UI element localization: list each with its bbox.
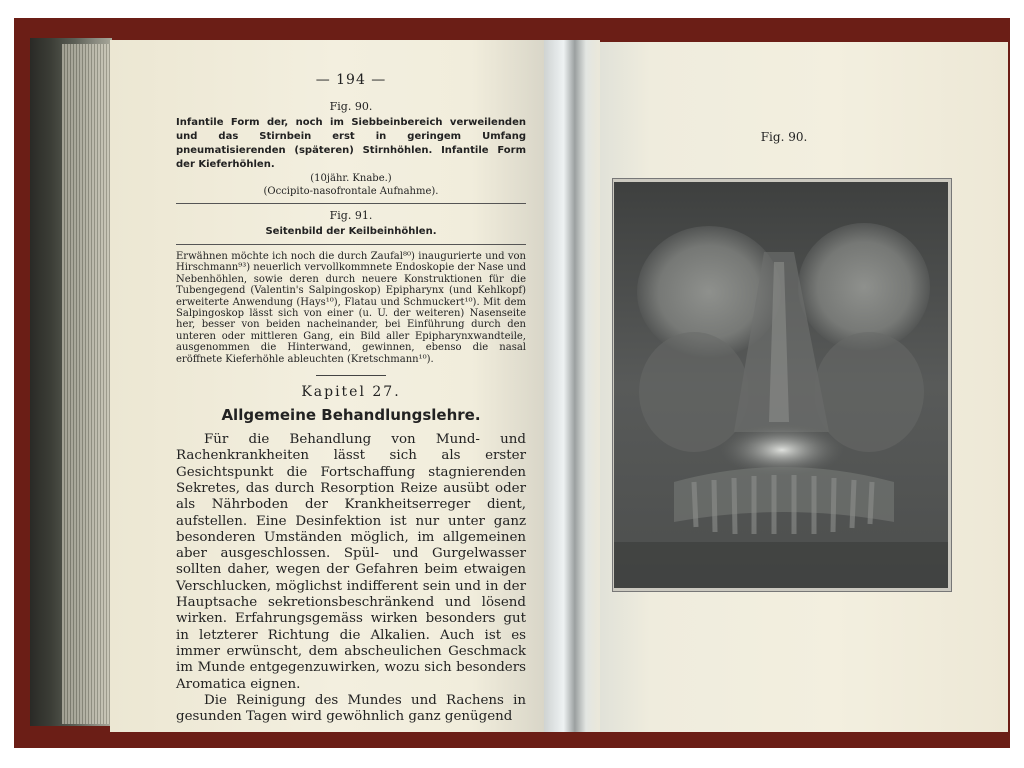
plate-figure-label: Fig. 90. — [760, 130, 808, 144]
chapter-number: Kapitel 27. — [301, 384, 401, 401]
page-number: — 194 — — [315, 72, 387, 88]
chapter-title: Allgemeine Behandlungslehre. — [221, 406, 481, 425]
fig90-label: Fig. 90. — [329, 100, 373, 113]
divider — [176, 244, 526, 245]
section-rule — [316, 375, 386, 376]
left-page-content — [176, 72, 526, 725]
fig90-projection: (Occipito-nasofrontale Aufnahme). — [263, 186, 439, 197]
cleaning-paragraph: Die Reinigung des Mundes und Rachens in gesunden Tagen wird gewöhnlich ganz genügend — [176, 692, 526, 725]
fig91-label: Fig. 91. — [329, 209, 373, 222]
fig90-caption: Infantile Form der, noch im Siebbeinbereich verweilenden und das Stirnbein erst in geringem Umfang pneumatisierenden (späteren) Stirnhöhlen. Infantile Form der Kieferhöhlen. — [176, 117, 526, 170]
endoscopy-paragraph: Erwähnen möchte ich noch die durch Zaufal⁸⁰) inaugurierte und von Hirschmann⁹³) neuerlich vervollkommnete Endoskopie der Nase und Nebenhöhlen, sowie deren durch neuere Konstruktionen für die Tubengegend (Valentin's Salpingoskop) Epipharynx (und Kehlkopf) erweiterte Anwendung (Hays¹⁰), Flatau und Schmuckert¹⁰). Mit dem Salpingoskop lässt sich von einer (u. U. der weiteren) Nasenseite her, besser von beiden nacheinander, bei Einführung durch den unteren oder mittleren Gang, ein Bild aller Epipharynxwandteile, ausgenommen die Hinterwand, gewinnen, ebenso die nasal eröffnete Kieferhöhle ableuchten (Kretschmann¹⁰). — [176, 251, 526, 365]
divider — [176, 203, 526, 204]
xray-image — [614, 182, 948, 588]
chapter-body — [176, 432, 526, 725]
fig91-caption: Seitenbild der Keilbeinhöhlen. — [265, 226, 437, 237]
page-stack-edges — [62, 44, 112, 724]
treatment-paragraph: Für die Behandlung von Mund- und Rachenkrankheiten lässt sich als erster Gesichtspunkt die Fortschaffung stagnierenden Sekretes, das durch Resorption Reize ausübt oder als Nährboden der Krankheitserreger dient, aufstellen. Eine Desinfektion ist nur unter ganz besonderen Umständen möglich, im allgemeinen aber ausgeschlossen. Spül- und Gurgelwasser sollten daher, wegen der Gefahren beim etwaigen Verschlucken, möglichst indifferent sein und in der Hauptsache sekretionsbeschränkend und lösend wirken. Erfahrungsgemäss wirken besonders gut in letzterer Richtung die Alkalien. Auch ist es immer erwünscht, dem abscheulichen Geschmack im Munde entgegenzuwirken, wozu sich besonders Aromatica eignen. — [176, 432, 526, 692]
fig90-subject: (10jähr. Knabe.) — [310, 173, 392, 184]
book-gutter — [544, 40, 600, 732]
skull-xray-illustration — [614, 182, 948, 588]
